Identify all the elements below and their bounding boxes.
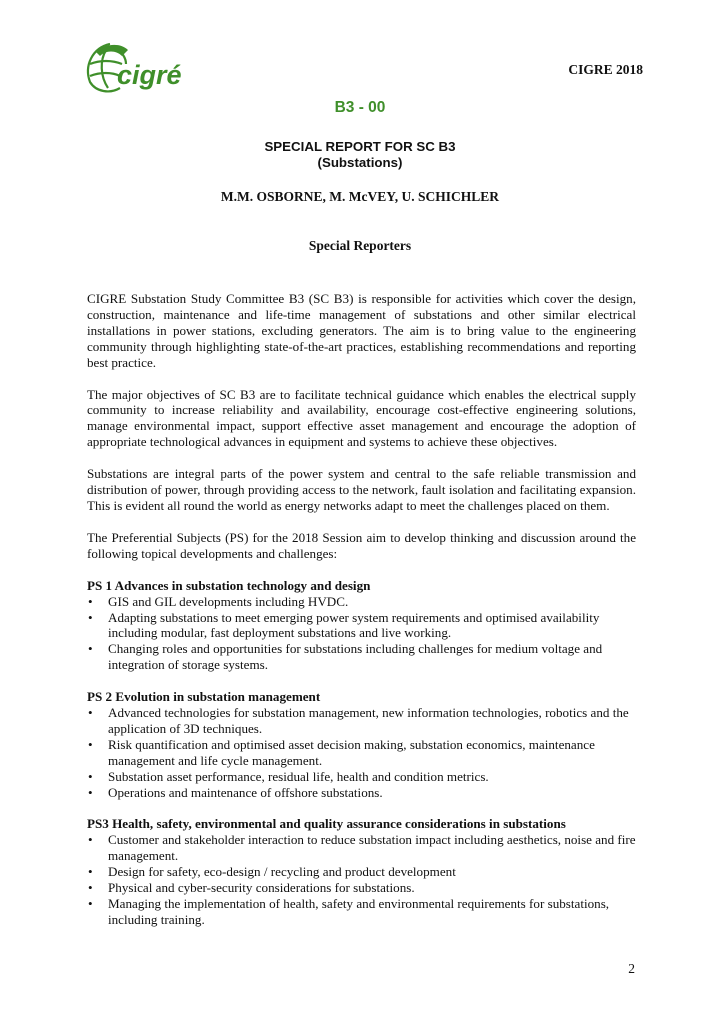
list-item: • Design for safety, eco-design / recycling and product development bbox=[88, 864, 456, 880]
list-item: • Risk quantification and optimised asset decision making, substation economics, maintenance management and life cycle management. bbox=[88, 736, 595, 768]
report-title bbox=[0, 139, 720, 171]
list-item: • Advanced technologies for substation management, new information technologies, robotics and the application of 3D techniques. bbox=[88, 705, 629, 736]
bullet-icon: • bbox=[88, 736, 93, 752]
list-item: • Substation asset performance, residual life, health and condition metrics. bbox=[88, 768, 489, 784]
list-item: • GIS and GIL developments including HVDC. bbox=[88, 593, 349, 609]
paragraph: The major objectives of SC B3 are to facilitate technical guidance which enables the electrical supply community to increase reliability and availability, encourage cost-effective engineering solutions, manage environmental impact, support effective asset management and encourage the adoption of appropriate technological advances in equipment and systems to achieve these objectives. bbox=[87, 386, 636, 450]
report-title-line-2: (Substations) bbox=[317, 155, 403, 170]
ps3-list bbox=[87, 832, 636, 927]
cigre-logo-text: cigré bbox=[117, 60, 182, 90]
ps3-heading: PS3 Health, safety, environmental and quality assurance considerations in substations bbox=[87, 816, 566, 832]
list-item: • Customer and stakeholder interaction to reduce substation impact including aesthetics, noise and fire management. bbox=[88, 832, 636, 864]
paragraph: Substations are integral parts of the power system and central to the safe reliable transmission and distribution of power, through providing access to the network, fault isolation and facilitating expansion. This is evident all round the world as energy networks adapt to meet the challenges placed on them. bbox=[87, 466, 636, 513]
bullet-icon: • bbox=[88, 896, 93, 911]
paragraph: The Preferential Subjects (PS) for the 2018 Session aim to develop thinking and discussion around the following topical developments and challenges: bbox=[87, 529, 636, 561]
report-title-line-1: SPECIAL REPORT FOR SC B3 bbox=[264, 139, 456, 154]
bullet-icon: • bbox=[88, 768, 93, 784]
list-item: • Physical and cyber-security considerations for substations. bbox=[88, 880, 415, 896]
conference-label: CIGRE 2018 bbox=[568, 62, 643, 77]
bullet-icon: • bbox=[88, 832, 93, 848]
list-item: • Adapting substations to meet emerging power system requirements and optimised availability including modular, fast deployment substations and live working. bbox=[88, 609, 600, 641]
bullet-icon: • bbox=[88, 864, 93, 880]
bullet-icon: • bbox=[88, 784, 93, 800]
cigre-logo bbox=[82, 38, 192, 96]
page-number: 2 bbox=[628, 961, 635, 976]
list-item: • Managing the implementation of health, safety and environmental requirements for substations, including training. bbox=[88, 896, 610, 927]
bullet-icon: • bbox=[88, 609, 93, 625]
ps2-list bbox=[87, 705, 636, 800]
bullet-icon: • bbox=[88, 593, 93, 609]
bullet-icon: • bbox=[88, 880, 93, 896]
list-item: • Operations and maintenance of offshore substations. bbox=[88, 784, 383, 800]
bullet-icon: • bbox=[88, 705, 93, 721]
bullet-icon: • bbox=[88, 641, 93, 657]
ps1-list bbox=[87, 594, 636, 674]
ps1-heading: PS 1 Advances in substation technology and design bbox=[87, 577, 371, 593]
list-item: • Changing roles and opportunities for substations including challenges for medium voltage and integration of storage systems. bbox=[88, 641, 603, 673]
ps2-heading: PS 2 Evolution in substation management bbox=[87, 689, 321, 705]
paragraph: CIGRE Substation Study Committee B3 (SC B3) is responsible for activities which cover the design, construction, maintenance and life-time management of substations and other similar electrical installations in power stations, excluding generators. The aim is to bring value to the engineering community through highlighting state-of-the-art practices, establishing recommendations and reporting best practice. bbox=[87, 291, 636, 370]
authors: M.M. OSBORNE, M. McVEY, U. SCHICHLER bbox=[220, 189, 500, 204]
cigre-globe-icon bbox=[82, 38, 192, 96]
report-code: B3 - 00 bbox=[334, 99, 386, 116]
authors-role: Special Reporters bbox=[308, 238, 412, 253]
report-body bbox=[87, 291, 636, 944]
